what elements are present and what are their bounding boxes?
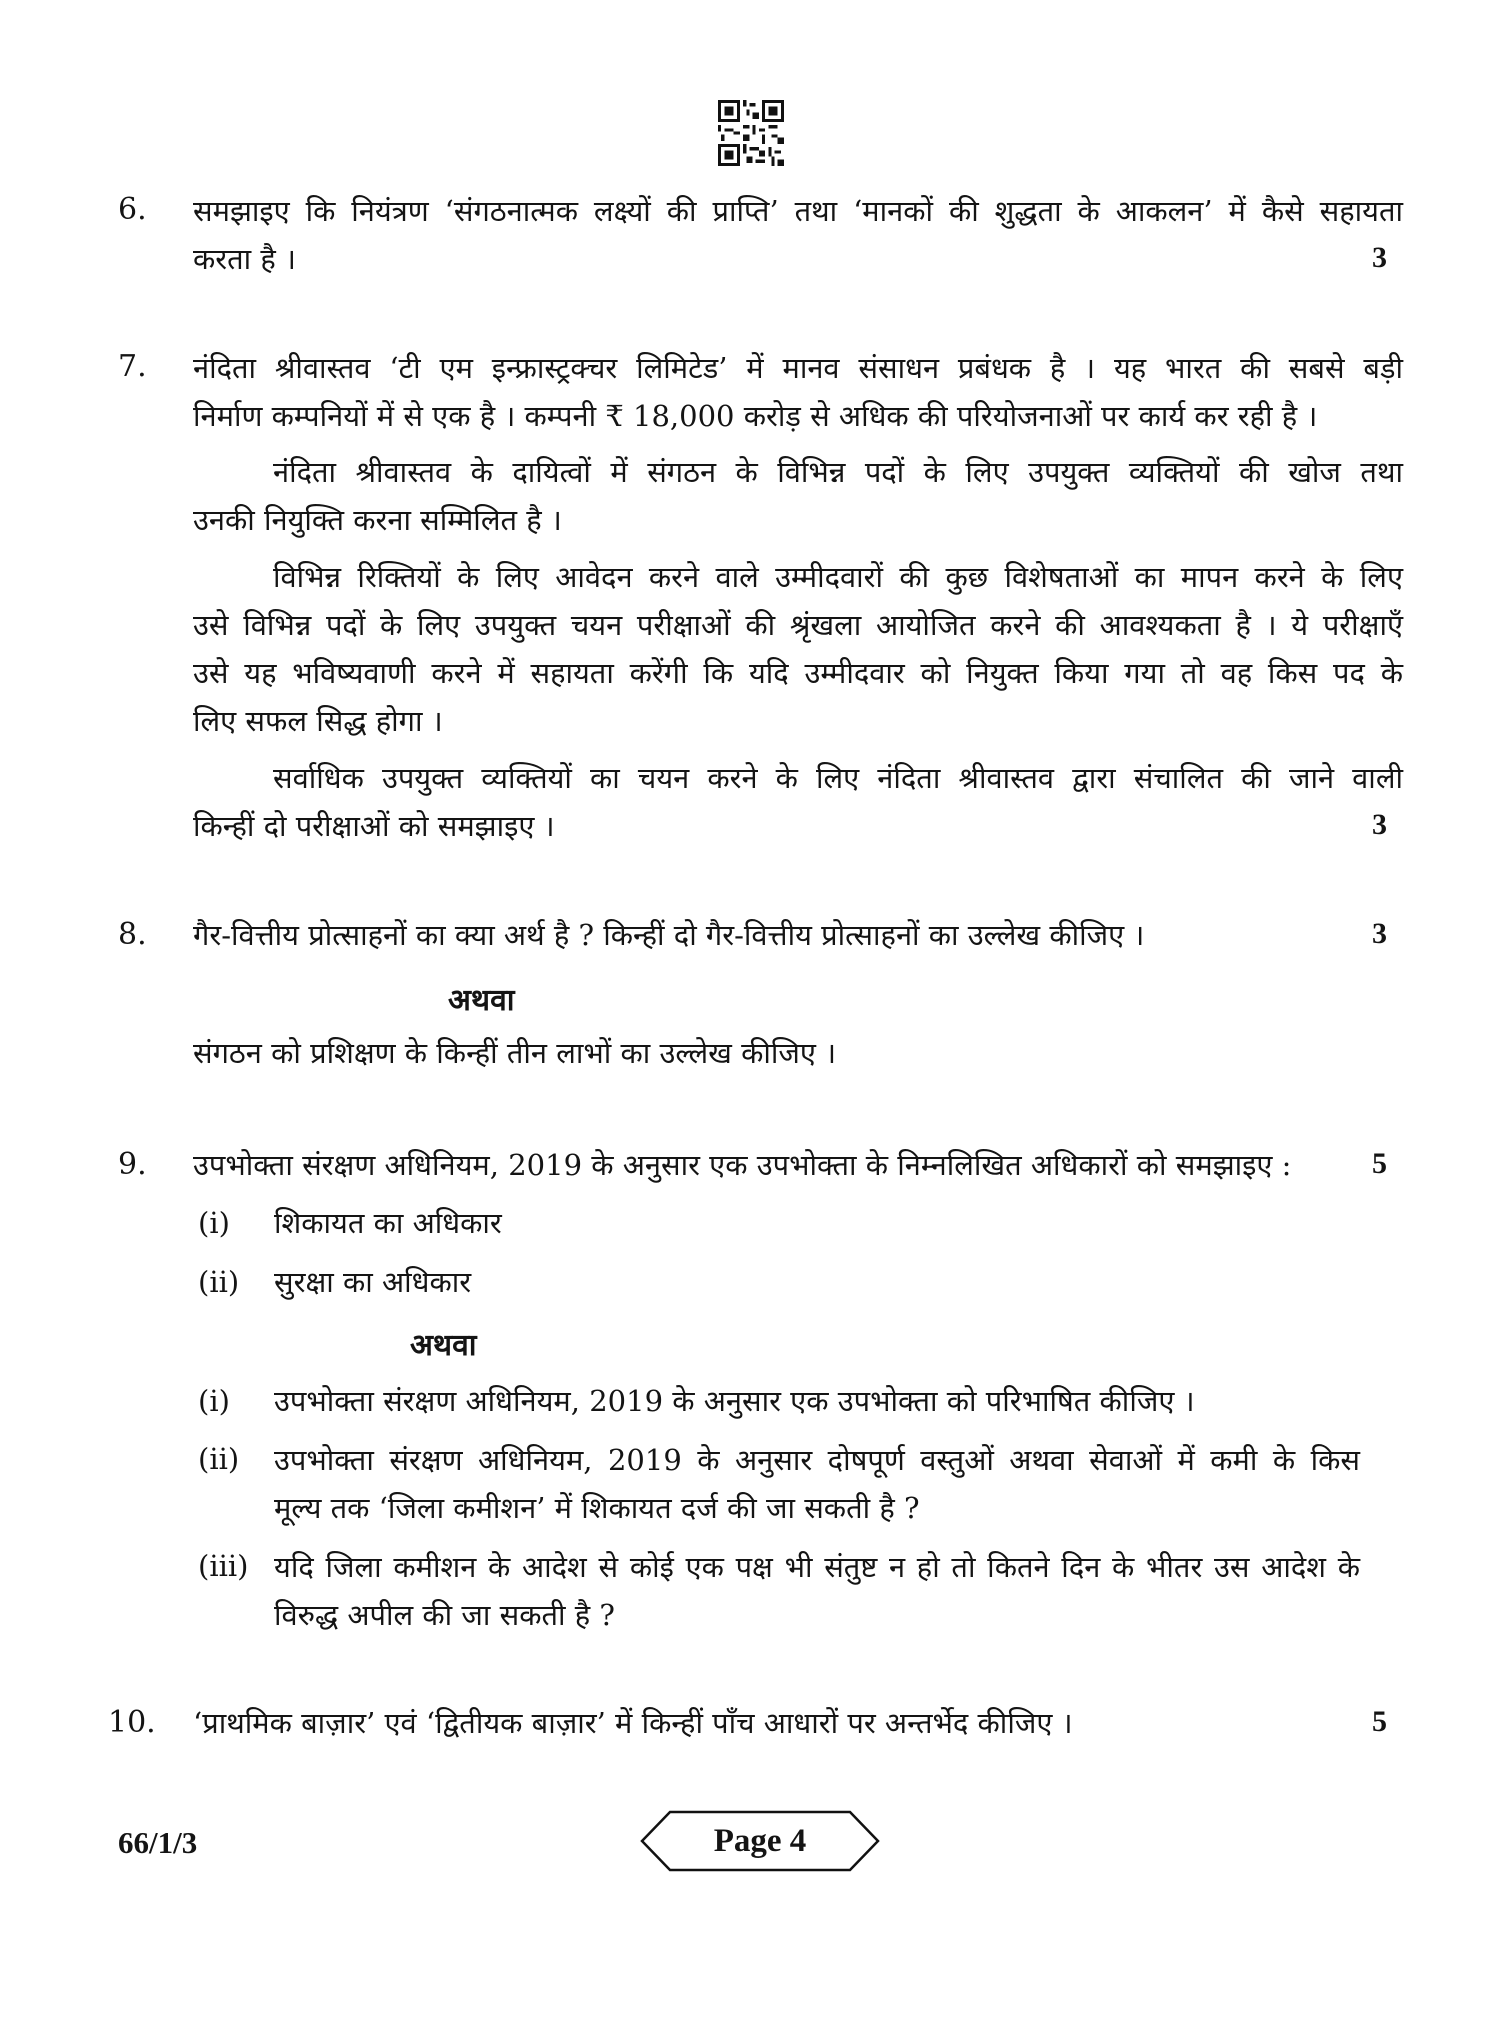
- paragraph-line: किन्हीं दो परीक्षाओं को समझाइए ।: [193, 809, 555, 843]
- qr-code-icon: [718, 100, 784, 166]
- question-line: करता है ।: [193, 242, 297, 276]
- sub-item-label: (ii): [198, 1442, 240, 1476]
- or-label: अथवा: [448, 983, 515, 1018]
- sub-item-text: शिकायत का अधिकार: [274, 1206, 502, 1240]
- paragraph: [193, 448, 1403, 544]
- sub-item-label: (ii): [198, 1265, 240, 1299]
- question-line: निर्माण कम्पनियों में से एक है । कम्पनी ₹ 18,000 करोड़ से अधिक की परियोजनाओं पर कार्य कर रही है ।: [193, 399, 1318, 433]
- question-line: समझाइए कि नियंत्रण ‘संगठनात्मक लक्ष्यों की प्राप्ति’ तथा ‘मानकों की शुद्धता के आकलन’ में कैसे सहायता: [193, 194, 1403, 228]
- question-line: नंदिता श्रीवास्तव ‘टी एम इन्फ्रास्ट्रक्चर लिमिटेड’ में मानव संसाधन प्रबंधक है । यह भारत की सबसे बड़ी: [193, 351, 1403, 385]
- paragraph-line: विभिन्न रिक्तियों के लिए आवेदन करने वाले उम्मीदवारों की कुछ विशेषताओं का मापन करने के लिए: [273, 560, 1403, 594]
- sub-item-text: [274, 1436, 1360, 1532]
- page-badge: [640, 1810, 880, 1872]
- question-number: 8.: [118, 917, 147, 952]
- sub-item-line: विरुद्ध अपील की जा सकती है ?: [274, 1598, 615, 1632]
- question-number: 7.: [118, 349, 147, 384]
- question-text: [193, 344, 1403, 440]
- sub-item-line: यदि जिला कमीशन के आदेश से कोई एक पक्ष भी संतुष्ट न हो तो कितने दिन के भीतर उस आदेश के: [274, 1550, 1360, 1584]
- sub-item-label: (iii): [198, 1549, 249, 1583]
- sub-item-text: [274, 1543, 1360, 1639]
- paragraph: [193, 553, 1403, 745]
- sub-item-text: सुरक्षा का अधिकार: [274, 1265, 472, 1299]
- question-text: [193, 187, 1403, 283]
- question-text: गैर-वित्तीय प्रोत्साहनों का क्या अर्थ है ? किन्हीं दो गैर-वित्तीय प्रोत्साहनों का उल्लेख कीजिए ।: [193, 918, 1145, 952]
- sub-item-line: मूल्य तक ‘जिला कमीशन’ में शिकायत दर्ज की जा सकती है ?: [274, 1491, 920, 1525]
- paragraph: [193, 754, 1403, 850]
- paragraph-line: लिए सफल सिद्ध होगा ।: [193, 704, 443, 738]
- marks: 3: [1372, 241, 1387, 274]
- page-number: Page 4: [713, 1823, 807, 1859]
- question-number: 10.: [108, 1705, 156, 1740]
- question-text: उपभोक्ता संरक्षण अधिनियम, 2019 के अनुसार एक उपभोक्ता के निम्नलिखित अधिकारों को समझाइए :: [193, 1148, 1292, 1182]
- marks: 5: [1372, 1147, 1387, 1180]
- question-number: 9.: [118, 1147, 147, 1182]
- question-number: 6.: [118, 192, 147, 227]
- paper-code: 66/1/3: [118, 1825, 198, 1860]
- sub-item-label: (i): [198, 1384, 230, 1418]
- or-label: अथवा: [410, 1328, 477, 1363]
- marks: 5: [1372, 1705, 1387, 1738]
- question-text: ‘प्राथमिक बाज़ार’ एवं ‘द्वितीयक बाज़ार’ में किन्हीं पाँच आधारों पर अन्तर्भेद कीजिए ।: [193, 1706, 1073, 1740]
- paragraph-line: उसे विभिन्न पदों के लिए उपयुक्त चयन परीक्षाओं की श्रृंखला आयोजित करने की आवश्यकता है । ये परीक्षाएँ: [193, 608, 1403, 642]
- marks: 3: [1372, 917, 1387, 950]
- paragraph-line: सर्वाधिक उपयुक्त व्यक्तियों का चयन करने के लिए नंदिता श्रीवास्तव द्वारा संचालित की जाने वाली: [273, 761, 1403, 795]
- paragraph-line: उनकी नियुक्ति करना सम्मिलित है ।: [193, 503, 562, 537]
- marks: 3: [1372, 808, 1387, 841]
- sub-item-text: उपभोक्ता संरक्षण अधिनियम, 2019 के अनुसार एक उपभोक्ता को परिभाषित कीजिए ।: [274, 1384, 1195, 1418]
- sub-item-label: (i): [198, 1206, 230, 1240]
- paragraph-line: उसे यह भविष्यवाणी करने में सहायता करेंगी कि यदि उम्मीदवार को नियुक्त किया गया तो वह किस पद के: [193, 656, 1403, 690]
- paragraph-line: नंदिता श्रीवास्तव के दायित्वों में संगठन के विभिन्न पदों के लिए उपयुक्त व्यक्तियों की खोज तथा: [273, 455, 1403, 489]
- alternative-question-text: संगठन को प्रशिक्षण के किन्हीं तीन लाभों का उल्लेख कीजिए ।: [193, 1036, 837, 1070]
- sub-item-line: उपभोक्ता संरक्षण अधिनियम, 2019 के अनुसार दोषपूर्ण वस्तुओं अथवा सेवाओं में कमी के किस: [274, 1443, 1360, 1477]
